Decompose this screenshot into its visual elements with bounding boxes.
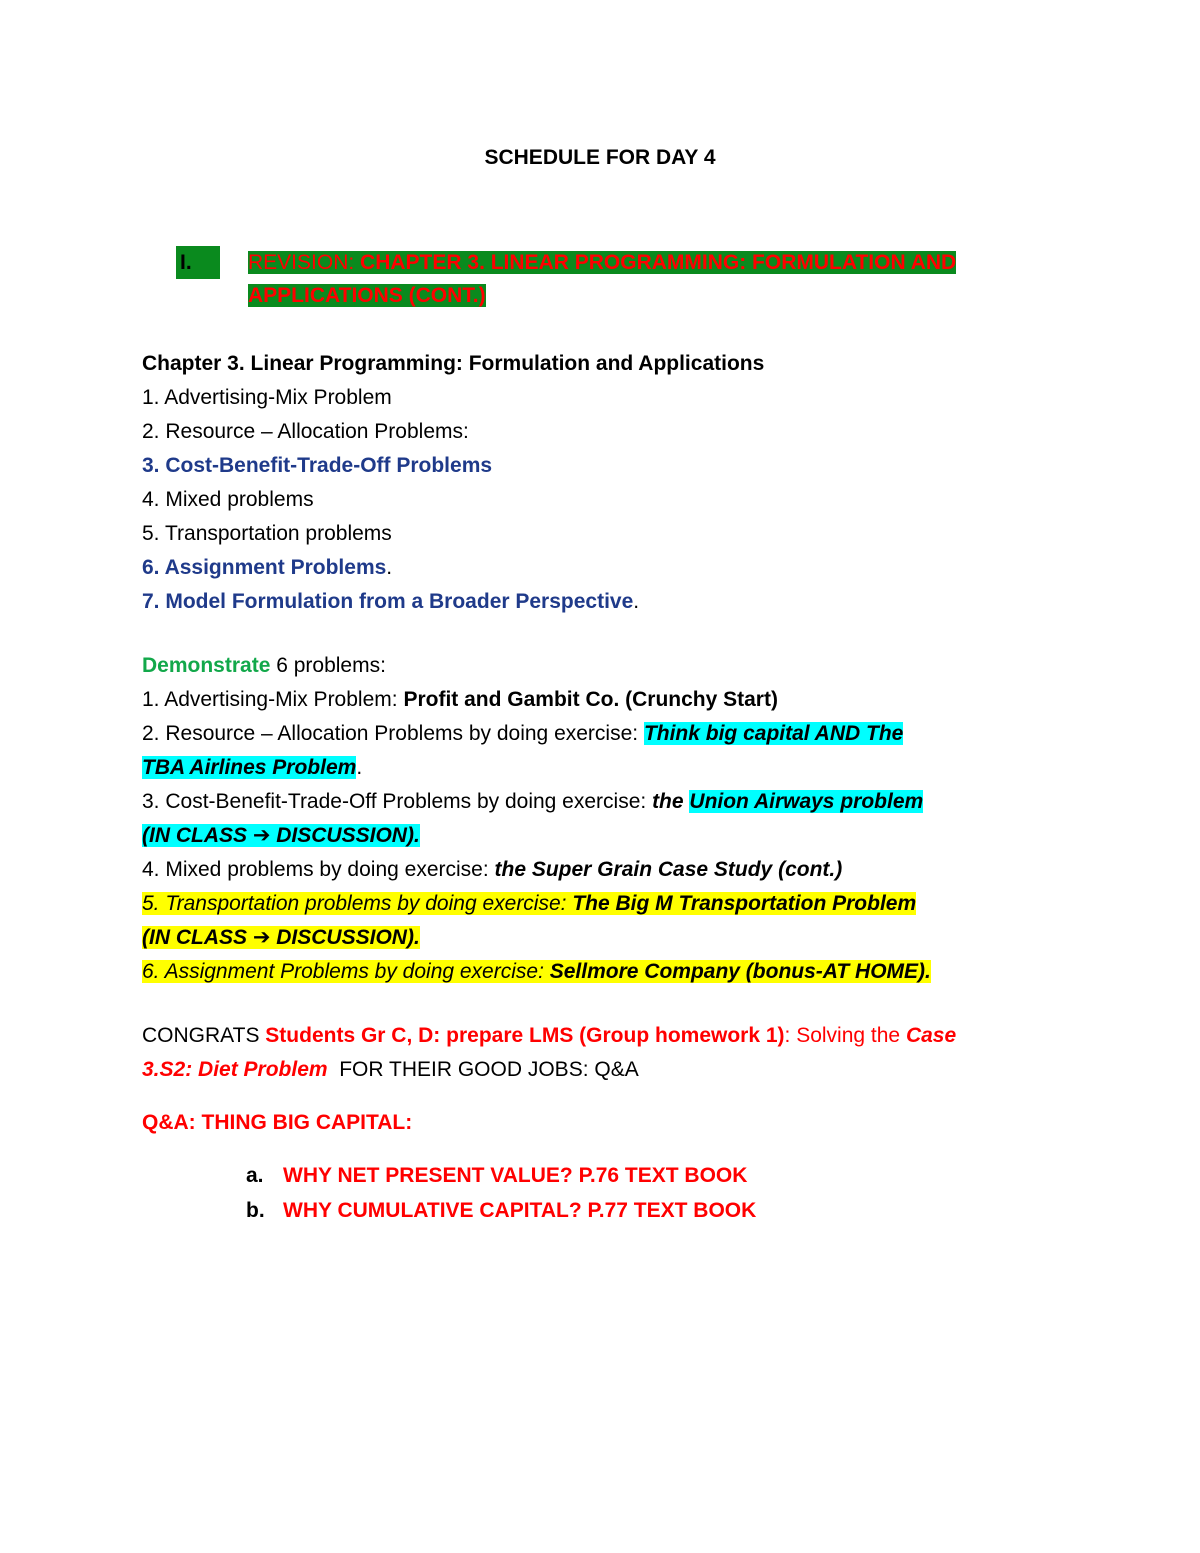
list-item: 1. Advertising-Mix Problem: Profit and Gambit Co. (Crunchy Start) bbox=[142, 688, 778, 711]
list-item: 4. Mixed problems bbox=[142, 488, 314, 511]
list-item: (IN CLASS ➔ DISCUSSION). bbox=[142, 824, 420, 847]
chapter-block bbox=[142, 347, 1082, 619]
list-item: 2. Resource – Allocation Problems: bbox=[142, 420, 469, 443]
list-item: 1. Advertising-Mix Problem bbox=[142, 386, 392, 409]
list-item: TBA Airlines Problem. bbox=[142, 756, 363, 779]
qa-heading: Q&A: THING BIG CAPITAL: bbox=[142, 1111, 413, 1134]
list-item: 6. Assignment Problems by doing exercise: Sellmore Company (bonus-AT HOME). bbox=[142, 960, 931, 983]
congrats-block bbox=[142, 1019, 1082, 1087]
revision-label: REVISION: bbox=[248, 251, 355, 274]
list-item: 3. Cost-Benefit-Trade-Off Problems bbox=[142, 454, 493, 477]
list-item: 3. Cost-Benefit-Trade-Off Problems by doing exercise: the Union Airways problem bbox=[142, 790, 924, 813]
list-item: (IN CLASS ➔ DISCUSSION). bbox=[142, 926, 420, 949]
qa-block bbox=[142, 1106, 1082, 1140]
list-item: 6. Assignment Problems. bbox=[142, 556, 393, 579]
section-title-line2: APPLICATIONS (CONT.) bbox=[248, 284, 486, 307]
list-item: b. WHY CUMULATIVE CAPITAL? P.77 TEXT BOOK bbox=[246, 1199, 757, 1222]
qa-list bbox=[246, 1158, 756, 1228]
list-item: 2. Resource – Allocation Problems by doing exercise: Think big capital AND The bbox=[142, 722, 904, 745]
list-item: 5. Transportation problems by doing exercise: The Big M Transportation Problem bbox=[142, 892, 917, 915]
section-number: I. bbox=[176, 246, 220, 279]
list-item: a. WHY NET PRESENT VALUE? P.76 TEXT BOOK bbox=[246, 1164, 748, 1187]
section-title-line1: CHAPTER 3. LINEAR PROGRAMMING: FORMULATION AND bbox=[360, 251, 957, 274]
congrats-line2: 3.S2: Diet Problem FOR THEIR GOOD JOBS: Q&A bbox=[142, 1058, 639, 1081]
list-item: 7. Model Formulation from a Broader Perspective. bbox=[142, 590, 640, 613]
list-item: 5. Transportation problems bbox=[142, 522, 392, 545]
page-title: SCHEDULE FOR DAY 4 bbox=[484, 146, 716, 169]
demonstrate-heading: Demonstrate 6 problems: bbox=[142, 654, 386, 677]
congrats-line1: CONGRATS Students Gr C, D: prepare LMS (Group homework 1): Solving the Case bbox=[142, 1024, 957, 1047]
section-title bbox=[248, 246, 1034, 312]
demonstrate-block bbox=[142, 649, 1082, 989]
list-item: 4. Mixed problems by doing exercise: the Super Grain Case Study (cont.) bbox=[142, 858, 843, 881]
chapter-heading: Chapter 3. Linear Programming: Formulation and Applications bbox=[142, 352, 765, 375]
